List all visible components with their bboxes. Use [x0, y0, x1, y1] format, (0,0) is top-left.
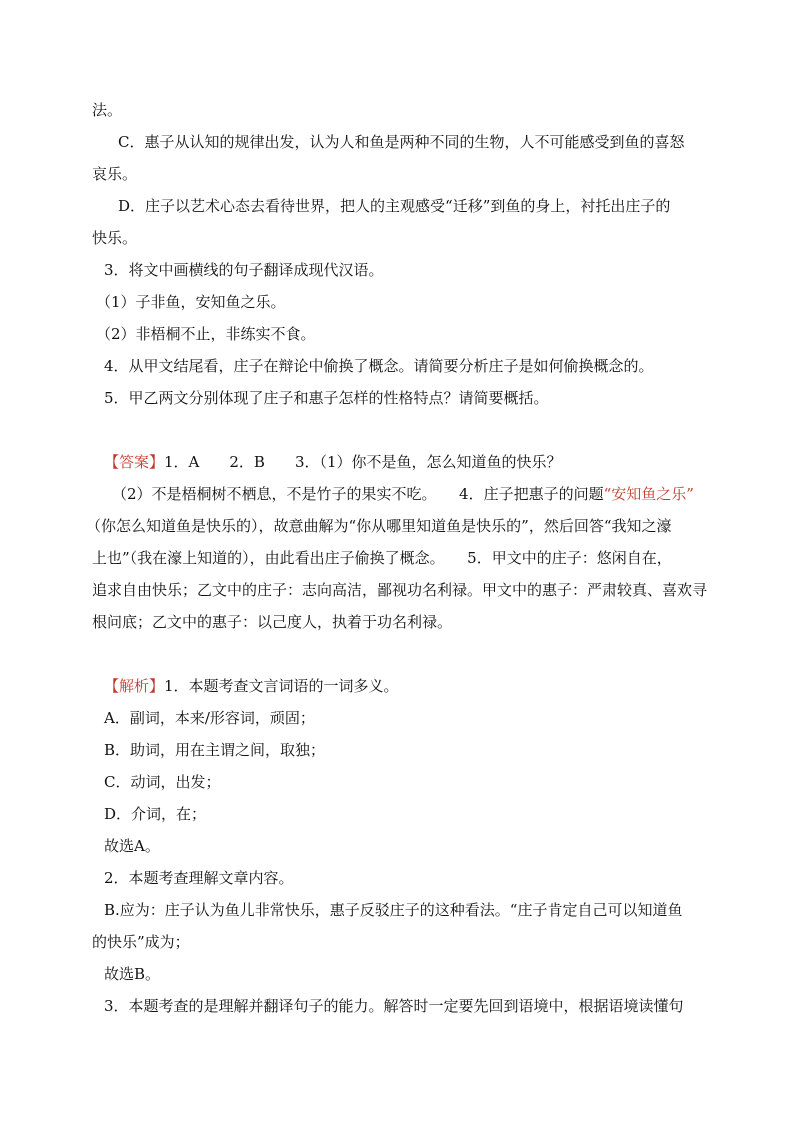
analysis-text: 的快乐”成为； [92, 933, 190, 951]
analysis-line-1 [104, 676, 399, 696]
answer-line-1 [104, 452, 562, 472]
text-line: 哀乐。 [92, 165, 138, 183]
analysis-label: 【解析】 [104, 677, 165, 695]
analysis-option-b: B．助词，用在主谓之间，取独； [104, 741, 326, 759]
analysis-text: B.应为：庄子认为鱼儿非常快乐，惠子反驳庄子的这种看法。“庄子肯定自己可以知道鱼 [104, 901, 683, 919]
answer-text: （2）不是梧桐树不栖息，不是竹子的果实不吃。 4．庄子把惠子的问题 [112, 485, 604, 503]
answer-line-5: 追求自由快乐；乙文中的庄子：志向高洁，鄙视功名利禄。甲文中的惠子：严肃较真、喜欢寻 [92, 581, 708, 599]
answer-label: 【答案】 [104, 453, 165, 471]
question-3-part-2: （2）非梧桐不止，非练实不食。 [96, 325, 316, 343]
analysis-conclusion: 故选B。 [104, 965, 161, 983]
question-3: 3．将文中画横线的句子翻译成现代汉语。 [104, 261, 384, 279]
analysis-option-a: A．副词，本来/形容词，顽固； [104, 709, 315, 727]
analysis-option-c: C．动词，出发； [104, 773, 221, 791]
option-c-line: C．惠子从认知的规律出发，认为人和鱼是两种不同的生物，人不可能感受到鱼的喜怒 [118, 133, 685, 151]
text-line: 法。 [92, 101, 123, 119]
answer-text: 1．A 2．B 3．（1）你不是鱼，怎么知道鱼的快乐？ [164, 453, 562, 471]
answer-line-2 [112, 484, 694, 504]
analysis-item-3: 3．本题考查的是理解并翻译句子的能力。解答时一定要先回到语境中，根据语境读懂句 [104, 997, 684, 1015]
answer-line-4: 上也”（我在濠上知道的），由此看出庄子偷换了概念。 5．甲文中的庄子：悠闲自在， [92, 549, 672, 567]
text-line: 快乐。 [92, 229, 138, 247]
option-d-line: D．庄子以艺术心态去看待世界，把人的主观感受“迁移”到鱼的身上，衬托出庄子的 [118, 197, 671, 215]
analysis-item-2: 2．本题考查理解文章内容。 [104, 869, 294, 887]
answer-line-6: 根问底；乙文中的惠子：以己度人，执着于功名利禄。 [92, 613, 453, 631]
analysis-conclusion: 故选A。 [104, 837, 160, 855]
question-5: 5．甲乙两文分别体现了庄子和惠子怎样的性格特点？请简要概括。 [104, 389, 549, 407]
answer-line-3: （你怎么知道鱼是快乐的），故意曲解为“你从哪里知道鱼是快乐的”，然后回答“我知之濠 [86, 517, 672, 535]
question-4: 4．从甲文结尾看，庄子在辩论中偷换了概念。请简要分析庄子是如何偷换概念的。 [104, 357, 654, 375]
answer-highlight: “安知鱼之乐” [603, 485, 694, 503]
analysis-option-d: D．介词，在； [104, 805, 207, 823]
question-3-part-1: （1）子非鱼，安知鱼之乐。 [96, 293, 286, 311]
analysis-text: 1．本题考查文言词语的一词多义。 [164, 677, 399, 695]
